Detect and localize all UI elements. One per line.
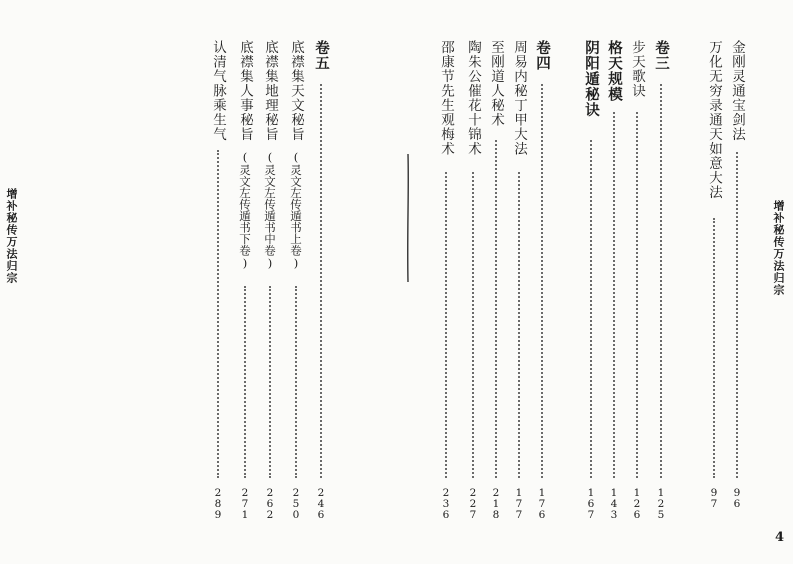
leader-dots (660, 84, 662, 478)
toc-entry (582, 0, 600, 564)
toc-entry (209, 0, 227, 564)
entry-title: 底襟集地理秘旨 (262, 40, 278, 142)
entry-title: 阴阳遁秘诀 (583, 40, 600, 118)
toc-entry (628, 0, 646, 564)
entry-title: 步天歌诀 (629, 40, 645, 98)
toc-entry (487, 0, 505, 564)
page-ref: 2 1 8 (492, 487, 500, 521)
stray-pen-mark (405, 152, 411, 284)
leader-dots (472, 172, 474, 478)
running-title-left: 增补秘传万法归宗 (5, 188, 18, 284)
leader-dots (636, 112, 638, 478)
section-title: 卷四 (534, 40, 551, 71)
section-title: 卷五 (313, 40, 330, 71)
entry-title: 陶朱公催花十锦术 (465, 40, 481, 156)
leader-dots (541, 84, 543, 478)
toc-entry (236, 0, 254, 564)
toc-entry (464, 0, 482, 564)
page-ref: 2 7 1 (241, 487, 249, 521)
entry-title: 认清气脉乘生气 (210, 40, 226, 142)
page-ref: 2 5 0 (292, 487, 300, 521)
page-ref: 1 4 3 (610, 487, 618, 521)
toc-section-heading (652, 0, 670, 564)
leader-dots (217, 150, 219, 478)
entry-title: 邵康节先生观梅术 (438, 40, 454, 156)
toc-entry (510, 0, 528, 564)
entry-title: 万化无穷录通天如意大法 (706, 40, 722, 200)
page-ref: 1 7 7 (515, 487, 523, 521)
leader-dots (320, 84, 322, 478)
page-ref: 2 2 7 (469, 487, 477, 521)
entry-title: 底襟集天文秘旨 (288, 40, 304, 142)
toc-section-heading (533, 0, 551, 564)
page-ref: 1 6 7 (587, 487, 595, 521)
entry-note: (灵文左传遁书上卷) (289, 150, 303, 270)
leader-dots (713, 218, 715, 478)
page-number: 4 (775, 530, 785, 545)
entry-note: (灵文左传遁书下卷) (238, 150, 252, 270)
leader-dots (244, 286, 246, 478)
entry-title: 底襟集人事秘旨 (237, 40, 253, 142)
toc-entry (287, 0, 305, 564)
toc-entry (605, 0, 623, 564)
page-ref: 2 6 2 (266, 487, 274, 521)
entry-title: 周易内秘丁甲大法 (511, 40, 527, 156)
toc-entry (728, 0, 746, 564)
toc-entry (437, 0, 455, 564)
leader-dots (518, 172, 520, 478)
page-ref: 9 6 (733, 487, 741, 510)
leader-dots (590, 140, 592, 478)
leader-dots (613, 112, 615, 478)
page-ref: 2 8 9 (214, 487, 222, 521)
leader-dots (495, 140, 497, 478)
page-ref: 1 7 6 (538, 487, 546, 521)
page-ref: 9 7 (710, 487, 718, 510)
entry-title: 至刚道人秘术 (488, 40, 504, 127)
section-title: 卷三 (653, 40, 670, 71)
leader-dots (736, 152, 738, 478)
toc-entry (261, 0, 279, 564)
leader-dots (445, 172, 447, 478)
leader-dots (295, 286, 297, 478)
entry-title: 格天规模 (606, 40, 623, 102)
toc-entry (705, 0, 723, 564)
running-title-right: 增补秘传万法归宗 (772, 200, 785, 296)
leader-dots (269, 286, 271, 478)
page-ref: 2 3 6 (442, 487, 450, 521)
page-ref: 2 4 6 (317, 487, 325, 521)
toc-section-heading (312, 0, 330, 564)
page-ref: 1 2 6 (633, 487, 641, 521)
entry-note: (灵文左传遁书中卷) (263, 150, 277, 270)
page-ref: 1 2 5 (657, 487, 665, 521)
entry-title: 金刚灵通宝剑法 (729, 40, 745, 142)
